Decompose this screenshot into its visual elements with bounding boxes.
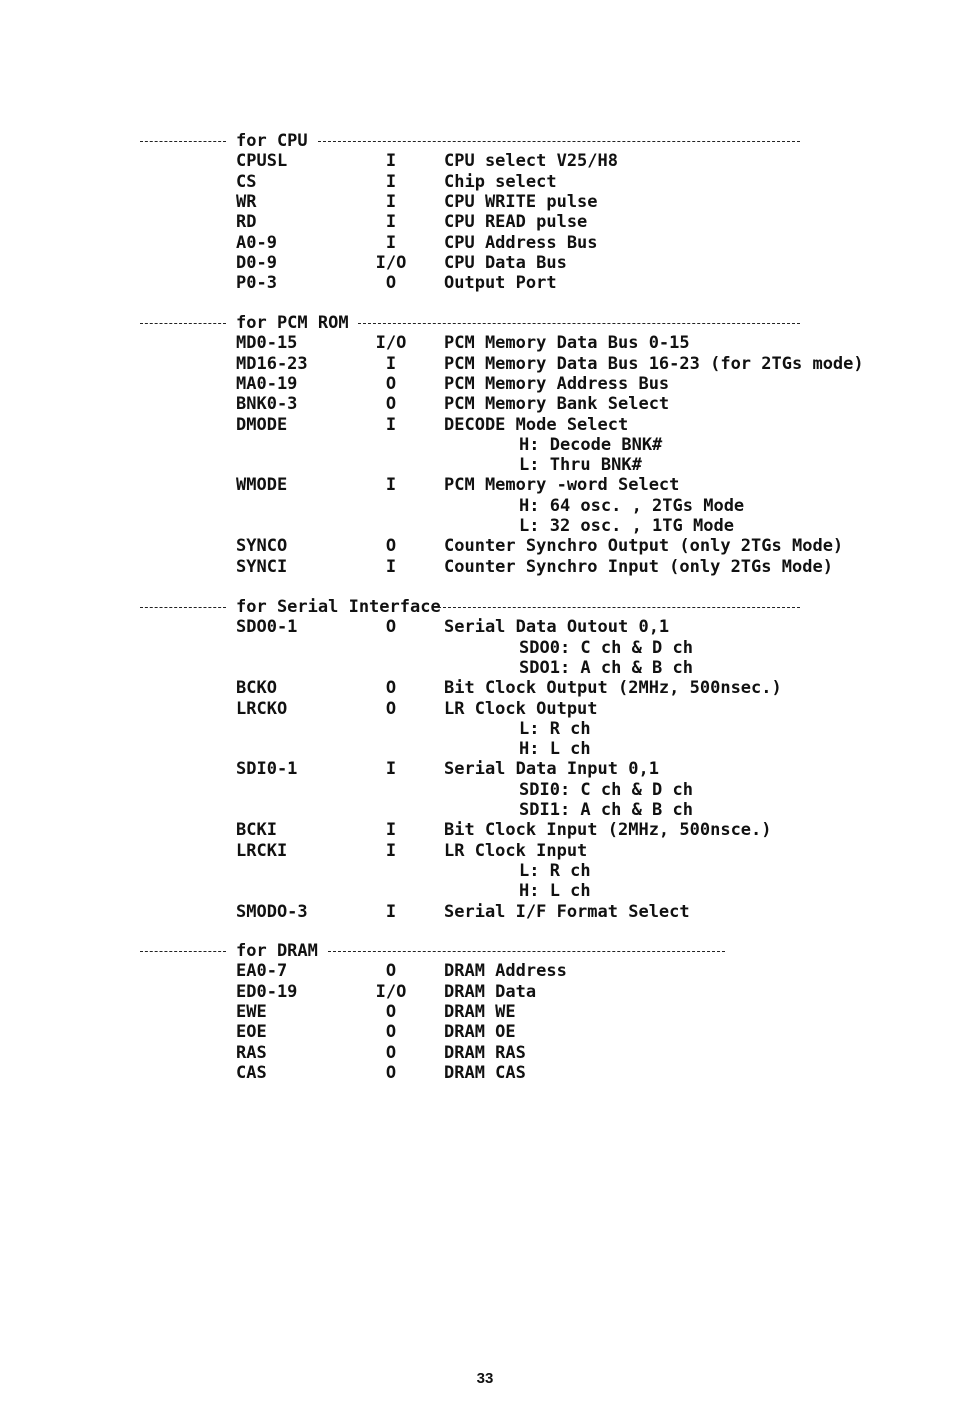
signal-description: DRAM Address <box>444 961 567 982</box>
signal-name: D0-9 <box>236 252 277 273</box>
signal-description: PCM Memory Bank Select <box>444 394 670 415</box>
signal-description: DECODE Mode Select <box>444 414 629 435</box>
signal-description: Serial I/F Format Select <box>444 901 690 922</box>
signal-direction: I <box>385 212 397 233</box>
signal-direction: I <box>385 556 397 577</box>
signal-direction: O <box>385 273 397 294</box>
section-divider-left <box>140 607 226 608</box>
signal-description: DRAM OE <box>444 1022 516 1043</box>
signal-direction: I <box>385 151 397 172</box>
signal-name: SYNCO <box>236 536 288 557</box>
signal-description: PCM Memory -word Select <box>444 475 680 496</box>
signal-description: CPU Data Bus <box>444 252 567 273</box>
signal-detail: L: 32 osc. , 1TG Mode <box>519 516 734 536</box>
section-label: for Serial Interface <box>236 597 441 617</box>
signal-name: RAS <box>236 1042 267 1063</box>
signal-description: DRAM RAS <box>444 1042 526 1063</box>
section-divider-left <box>140 323 226 324</box>
section-label: for DRAM <box>236 941 318 961</box>
signal-description: Output Port <box>444 273 557 294</box>
signal-name: CPUSL <box>236 151 288 172</box>
signal-detail: H: L ch <box>519 881 591 902</box>
signal-detail: SDI1: A ch & B ch <box>519 800 693 820</box>
signal-name: BCKO <box>236 678 277 699</box>
section-divider-right <box>358 323 800 324</box>
signal-name: SMODO-3 <box>236 901 308 922</box>
signal-name: WR <box>236 191 257 212</box>
signal-description: Bit Clock Input (2MHz, 500nsce.) <box>444 820 772 841</box>
signal-detail: SDO1: A ch & B ch <box>519 657 693 678</box>
signal-detail: SDO0: C ch & D ch <box>519 637 693 658</box>
signal-name: MD16-23 <box>236 353 308 374</box>
signal-description: DRAM Data <box>444 981 537 1002</box>
signal-description: DRAM CAS <box>444 1062 526 1083</box>
signal-description: LR Clock Input <box>444 840 588 861</box>
section-divider-right <box>438 607 800 608</box>
signal-name: LRCKI <box>236 840 288 861</box>
signal-direction: I/O <box>375 252 407 273</box>
signal-description: Bit Clock Output (2MHz, 500nsec.) <box>444 678 782 699</box>
signal-direction: I <box>385 232 397 253</box>
signal-direction: I/O <box>375 333 407 354</box>
signal-name: SYNCI <box>236 556 288 577</box>
signal-detail: SDI0: C ch & D ch <box>519 779 693 800</box>
signal-description: CPU Address Bus <box>444 232 598 253</box>
signal-detail: H: Decode BNK# <box>519 434 663 455</box>
signal-direction: O <box>385 678 397 699</box>
signal-name: DMODE <box>236 414 288 435</box>
signal-direction: I/O <box>375 981 407 1002</box>
signal-name: SDI0-1 <box>236 759 298 780</box>
signal-direction: O <box>385 1001 397 1022</box>
section-divider-right <box>318 141 800 142</box>
signal-description: DRAM WE <box>444 1001 516 1022</box>
signal-name: RD <box>236 212 257 233</box>
signal-direction: I <box>385 475 397 496</box>
signal-name: A0-9 <box>236 232 277 253</box>
signal-detail: H: 64 osc. , 2TGs Mode <box>519 495 745 516</box>
signal-name: BNK0-3 <box>236 394 298 415</box>
signal-direction: O <box>385 373 397 394</box>
signal-name: EA0-7 <box>236 961 288 982</box>
signal-description: CPU READ pulse <box>444 212 588 233</box>
page-number: 33 <box>476 1370 494 1387</box>
signal-direction: I <box>385 840 397 861</box>
signal-description: CPU WRITE pulse <box>444 191 598 212</box>
signal-direction: I <box>385 414 397 435</box>
signal-name: EWE <box>236 1001 267 1022</box>
signal-direction: O <box>385 1022 397 1043</box>
signal-description: Chip select <box>444 171 557 192</box>
signal-direction: O <box>385 536 397 557</box>
signal-name: MD0-15 <box>236 333 298 354</box>
section-label: for PCM ROM <box>236 313 349 333</box>
signal-direction: I <box>385 191 397 212</box>
signal-description: Counter Synchro Input (only 2TGs Mode) <box>444 556 833 577</box>
signal-direction: O <box>385 698 397 719</box>
signal-name: BCKI <box>236 820 277 841</box>
signal-detail: L: R ch <box>519 860 591 881</box>
signal-direction: I <box>385 759 397 780</box>
signal-detail: L: Thru BNK# <box>519 455 642 476</box>
signal-name: ED0-19 <box>236 981 298 1002</box>
signal-direction: O <box>385 617 397 638</box>
signal-direction: O <box>385 1042 397 1063</box>
section-label: for CPU <box>236 131 308 151</box>
signal-direction: O <box>385 394 397 415</box>
signal-direction: I <box>385 171 397 192</box>
signal-description: CPU select V25/H8 <box>444 151 618 172</box>
signal-description: PCM Memory Address Bus <box>444 373 670 394</box>
signal-direction: I <box>385 353 397 374</box>
signal-description: Serial Data Input 0,1 <box>444 759 659 780</box>
signal-direction: O <box>385 961 397 982</box>
signal-name: CAS <box>236 1062 267 1083</box>
section-divider-right <box>328 951 725 952</box>
section-divider-left <box>140 141 226 142</box>
signal-direction: I <box>385 901 397 922</box>
signal-direction: I <box>385 820 397 841</box>
signal-description: PCM Memory Data Bus 16-23 (for 2TGs mode) <box>444 353 864 374</box>
signal-name: MA0-19 <box>236 373 298 394</box>
signal-name: P0-3 <box>236 273 277 294</box>
section-divider-left <box>140 951 226 952</box>
signal-description: PCM Memory Data Bus 0-15 <box>444 333 690 354</box>
signal-description: LR Clock Output <box>444 698 598 719</box>
signal-description: Serial Data Outout 0,1 <box>444 617 670 638</box>
signal-detail: H: L ch <box>519 739 591 760</box>
signal-name: EOE <box>236 1022 267 1043</box>
signal-name: LRCKO <box>236 698 288 719</box>
signal-name: SDO0-1 <box>236 617 298 638</box>
signal-direction: O <box>385 1062 397 1083</box>
signal-description: Counter Synchro Output (only 2TGs Mode) <box>444 536 844 557</box>
signal-detail: L: R ch <box>519 718 591 739</box>
signal-name: WMODE <box>236 475 288 496</box>
signal-name: CS <box>236 171 257 192</box>
